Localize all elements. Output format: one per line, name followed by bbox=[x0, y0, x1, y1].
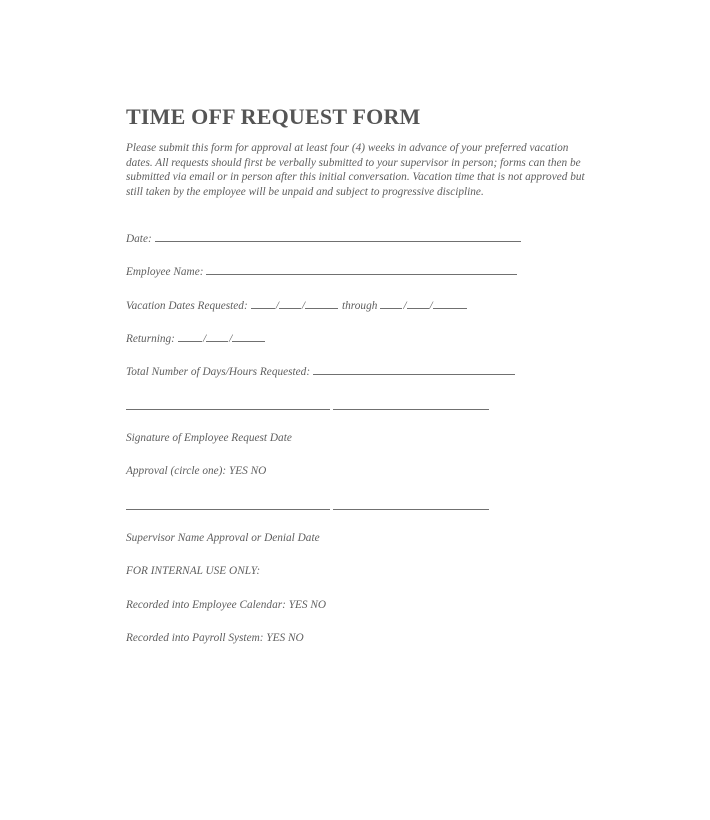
returning-year-line[interactable] bbox=[232, 331, 265, 342]
date-field bbox=[126, 231, 522, 246]
vacation-dates-label: Vacation Dates Requested: bbox=[126, 300, 248, 312]
vacation-start-day-line[interactable] bbox=[279, 298, 301, 309]
vacation-end-month-line[interactable] bbox=[380, 298, 402, 309]
date-label: Date: bbox=[126, 233, 152, 245]
internal-use-label: FOR INTERNAL USE ONLY: bbox=[126, 565, 261, 577]
employee-name-input-line[interactable] bbox=[206, 264, 517, 275]
recorded-calendar-label: Recorded into Employee Calendar: YES NO bbox=[126, 599, 327, 611]
date-separator: / bbox=[429, 300, 433, 312]
through-label: through bbox=[342, 300, 378, 312]
date-separator: / bbox=[403, 300, 407, 312]
employee-signature-line[interactable] bbox=[126, 409, 330, 410]
total-days-field bbox=[126, 364, 516, 379]
vacation-end-year-line[interactable] bbox=[433, 298, 467, 309]
date-input-line[interactable] bbox=[155, 231, 521, 242]
vacation-dates-field bbox=[126, 298, 468, 313]
employee-request-date-line[interactable] bbox=[333, 409, 489, 410]
form-title: TIME OFF REQUEST FORM bbox=[126, 104, 421, 129]
date-separator: / bbox=[275, 300, 279, 312]
vacation-start-year-line[interactable] bbox=[305, 298, 338, 309]
form-instructions: Please submit this form for approval at least four (4) weeks in advance of your preferred vacation dates. All requests should first be verbally submitted to your supervisor in person; forms can then be submitted via email or in person after this initial conversation. Vacation time that is not approved but still taken by the employee will be unpaid and subject to progressive discipline. bbox=[126, 142, 585, 198]
recorded-payroll-label: Recorded into Payroll System: YES NO bbox=[126, 632, 304, 644]
vacation-start-month-line[interactable] bbox=[251, 298, 275, 309]
vacation-end-day-line[interactable] bbox=[407, 298, 429, 309]
employee-name-label: Employee Name: bbox=[126, 266, 204, 278]
date-separator: / bbox=[202, 333, 207, 345]
approval-denial-date-line[interactable] bbox=[333, 509, 489, 510]
approval-label: Approval (circle one): YES NO bbox=[126, 465, 267, 477]
employee-signature-caption: Signature of Employee Request Date bbox=[126, 432, 292, 444]
total-days-label: Total Number of Days/Hours Requested: bbox=[126, 366, 311, 378]
date-separator: / bbox=[301, 300, 306, 312]
employee-name-field bbox=[126, 264, 518, 279]
returning-month-line[interactable] bbox=[178, 331, 202, 342]
supervisor-name-line[interactable] bbox=[126, 509, 330, 510]
supervisor-caption: Supervisor Name Approval or Denial Date bbox=[126, 532, 320, 544]
total-days-input-line[interactable] bbox=[313, 364, 515, 375]
returning-label: Returning: bbox=[126, 333, 175, 345]
date-separator: / bbox=[229, 333, 233, 345]
returning-day-line[interactable] bbox=[206, 331, 228, 342]
returning-field bbox=[126, 331, 266, 346]
